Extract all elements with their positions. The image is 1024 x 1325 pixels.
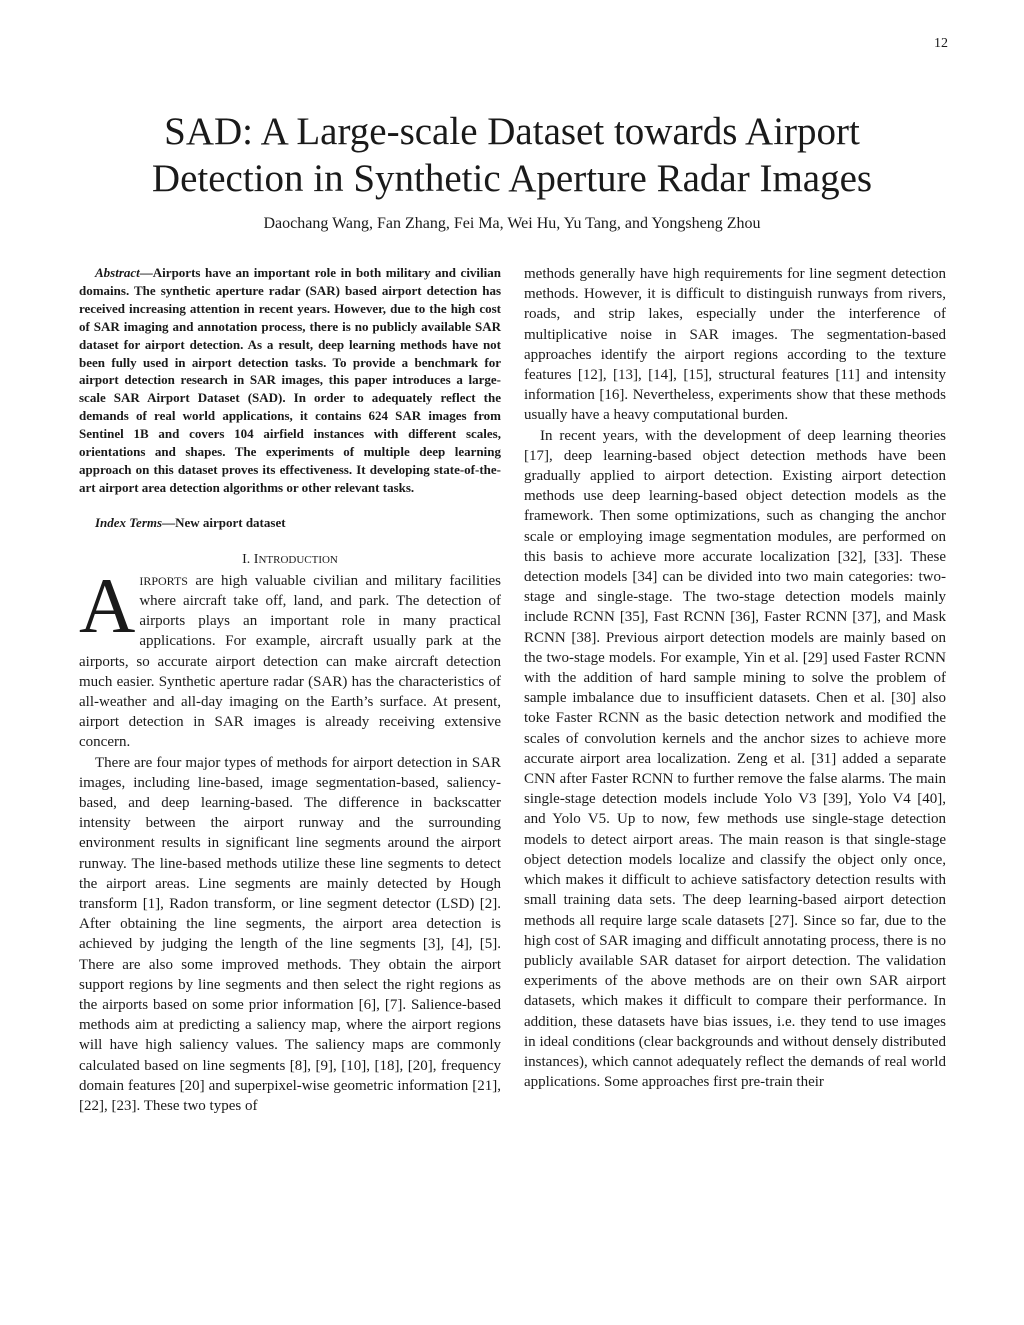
right-paragraph-1: methods generally have high requirements for line segment detection methods. However, it is difficult to distinguish runways from rivers, roads, and strip lakes, especially under the interference of multiplicative noise in SAR images. The segmentation-based approaches identify the airport regions according to the texture features [12], [13], [14], [15], structural features [11] and intensity information [16]. Nevertheless, experiments show that these methods usually have a heavy computational burden. <box>524 266 946 424</box>
index-terms <box>79 515 501 531</box>
abstract <box>79 264 501 497</box>
drop-cap: A <box>79 561 136 649</box>
page-number: 12 <box>934 36 948 51</box>
right-column <box>524 264 946 1092</box>
index-terms-text: —New airport dataset <box>162 514 286 530</box>
section-heading-introduction <box>79 552 501 568</box>
abstract-text: —Airports have an important role in both military and civilian domains. The synthetic aperture radar (SAR) based airport detection has received increasing attention in recent years. However, due to the high cost of SAR imaging and annotation process, there is no publicly available SAR dataset for airport detection. As a result, deep learning methods have not been fully used in airport detection tasks. To provide a benchmark for airport detection research in SAR images, this paper introduces a large-scale SAR Airport Dataset (SAD). In order to adequately reflect the demands of real world applications, it contains 624 SAR images from Sentinel 1B and covers 104 airfield instances with different scales, orientations and shapes. The experiments of multiple deep learning approach on this dataset proves its effectiveness. It developing state-of-the-art airport area detection algorithms or other relevant tasks. <box>79 265 501 495</box>
intro-paragraph-1-text: are high valuable civilian and military facilities where aircraft take off, land, and park. The detection of airports plays an important role in many practical applications. For example, aircraft usually park at the airports, so accurate airport detection can make aircraft detection much easier. Synthetic aperture radar (SAR) has the characteristics of all-weather and all-day imaging on the Earth’s surface. At present, airport detection in SAR images is already receiving extensive concern. <box>79 572 501 751</box>
intro-paragraph-2: There are four major types of methods for airport detection in SAR images, including line-based, image segmentation-based, saliency-based, and deep learning-based. The difference in backscatter intensity between the airport runway and the surrounding environment results in significant line segments around the airport runway. The line-based methods utilize these line segments to detect the airport areas. Line segments are mainly detected by Hough transform [1], Radon transform, or line segment detector (LSD) [2]. After obtaining the line segments, the airport area detection is achieved by judging the length of the line segments [3], [4], [5]. There are also some improved methods. They obtain the airport support regions by line segments and then select the right regions as the airports based on some prior information [6], [7]. Salience-based methods aim at predicting a saliency map, where the airport regions will have high saliency values. The saliency maps are commonly calculated based on line segments [8], [9], [10], [18], [20], frequency domain features [20] and superpixel-wise geometric information [21], [22], [23]. These two types of <box>79 754 501 1115</box>
paper-title <box>0 108 1024 202</box>
right-paragraph-2: In recent years, with the development of deep learning theories [17], deep learning-based object detection methods have been gradually applied to airport detection. Existing airport detection methods use deep learning-based object detection models as the framework. Then some optimizations, such as changing the anchor scale or employing image segmentation modules, are performed on this basis to achieve more accurate localization [32], [33]. These detection models [34] can be divided into two main categories: two-stage and single-stage. The two-stage detection models mainly include RCNN [35], Fast RCNN [36], Faster RCNN [37], and Mask RCNN [38]. Previous airport detection models are mainly based on the two-stage models. For example, Yin et al. [29] used Faster RCNN with the addition of hard sample mining to solve the problem of sample imbalance due to insufficient datasets. Chen et al. [30] also toke Faster RCNN as the basic detection network and modified the scales of convolution kernels and the anchor sizes to achieve more accurate airport area localization. Zeng et al. [31] added a separate CNN after Faster RCNN to further remove the false alarms. The main single-stage detection models include Yolo V3 [39], Yolo V4 [40], and Yolo V5. Up to now, few methods use single-stage detection models to detect airport areas. The main reason is that single-stage object detection models localize and classify the object only once, which makes it difficult to achieve satisfactory detection results with small training data sets. The deep learning-based airport detection methods all require large scale datasets [27]. Since so far, due to the high cost of SAR imaging and difficult annotating process, there is no publicly available SAR dataset for airport detection. The validation experiments of the above methods are on their own SAR airport datasets, which makes it difficult to compare their performance. In addition, these datasets have bias issues, i.e. they tend to use images in ideal conditions (clear backgrounds and without densely distributed instances), which cannot adequately reflect the demands of real world applications. Some approaches first pre-train their <box>524 427 946 1091</box>
title-line-1: SAD: A Large-scale Dataset towards Airport <box>164 110 860 153</box>
authors: Daochang Wang, Fan Zhang, Fei Ma, Wei Hu, Yu Tang, and Yongsheng Zhou <box>263 215 761 232</box>
index-terms-label: Index Terms <box>95 514 163 530</box>
intro-small-caps: IRPORTS <box>139 573 188 588</box>
section-number: I. I <box>242 551 259 567</box>
intro-paragraph-1 <box>79 561 501 753</box>
section-title: NTRODUCTION <box>258 553 338 566</box>
left-column <box>79 264 501 1116</box>
abstract-label: Abstract <box>95 265 140 280</box>
title-line-2: Detection in Synthetic Aperture Radar Images <box>151 157 873 200</box>
